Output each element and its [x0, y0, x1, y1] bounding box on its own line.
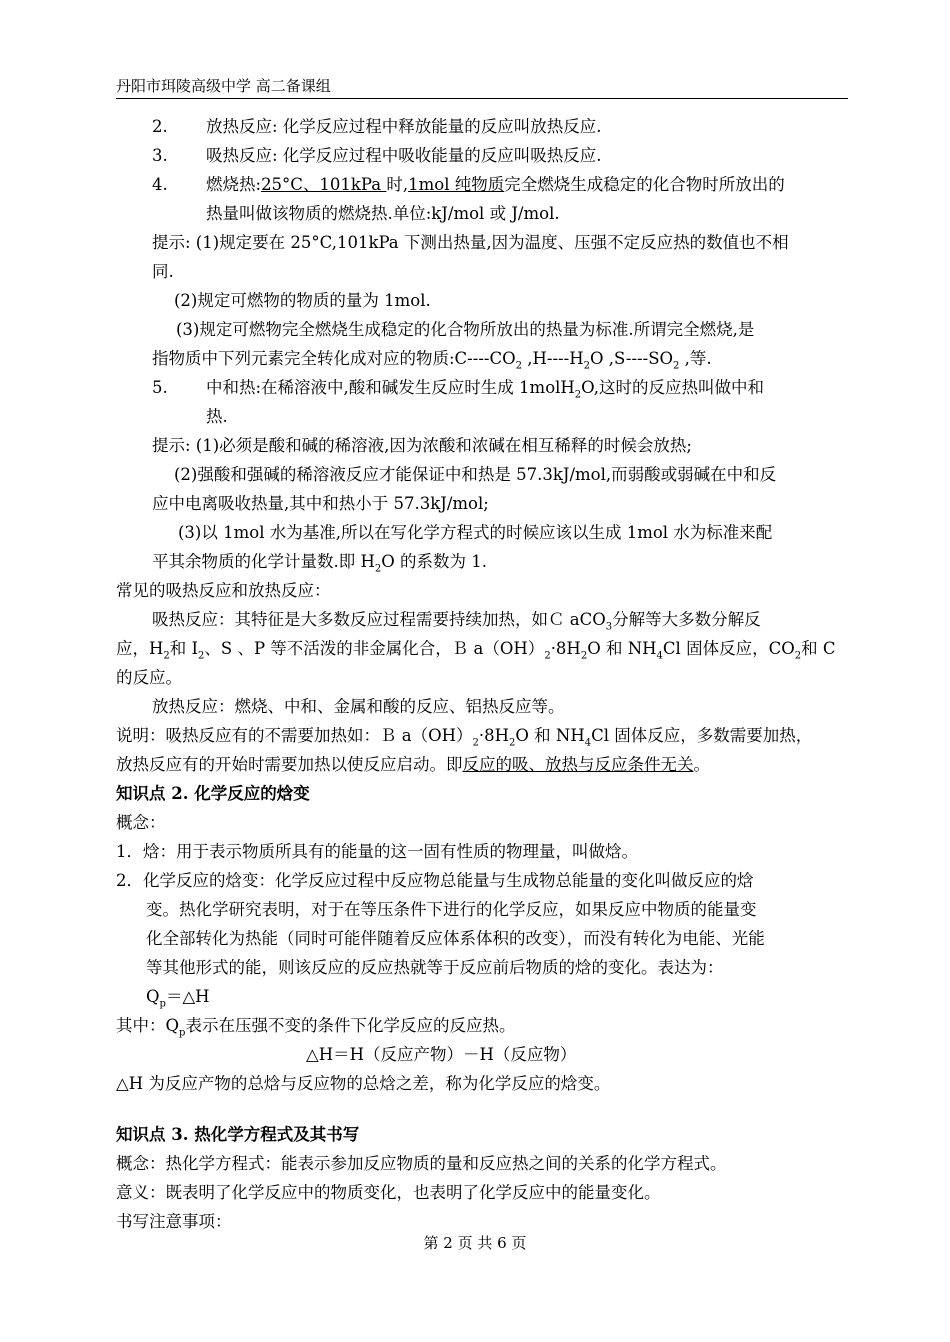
section-title: 常见的吸热反应和放热反应： [116, 581, 331, 600]
kp3-title: 知识点 3. 热化学方程式及其书写 [116, 1125, 360, 1144]
tip-1-line: (3)规定可燃物完全燃烧生成稳定的化合物所放出的热量为标准.所谓完全燃烧,是 [176, 320, 755, 339]
page-header [116, 76, 848, 99]
tip-2-line: 平其余物质的化学计量数.即 $H_2O$ 的系数为 1. [152, 552, 488, 575]
exothermic-line: 放热反应：燃烧、中和、金属和酸的反应、铝热反应等。 [152, 697, 565, 716]
kp2-point-2-cont: 等其他形式的能，则该反应的反应热就等于反应前后物质的焓的变化。表达为： [146, 958, 724, 977]
list-item-4: 4. 燃烧热:25°C、101kPa 时,1mol 纯物质完全燃烧生成稳定的化合物时所放出的 [152, 175, 785, 194]
tip-2-line: (3)以 1mol 水为基准,所以在写化学方程式的时候应该以生成 1mol 水为标准来配 [178, 523, 773, 542]
tip-2-line: 应中电离吸收热量,其中和热小于 57.3kJ/mol; [152, 494, 489, 513]
qp-definition: 其中：$Q_p$表示在压强不变的条件下化学反应的反应热。 [116, 1016, 516, 1039]
enthalpy-formula: △H＝H（反应产物）－H（反应物） [306, 1045, 577, 1064]
tip-1-line: 同. [152, 262, 174, 281]
list-item-5: 5. 中和热:在稀溶液中,酸和碱发生反应时生成 1molH$_2$O,这时的反应热叫做中和 [152, 378, 764, 401]
header-title: 丹阳市珥陵高级中学 高二备课组 [116, 77, 331, 95]
note-line: 说明：吸热反应有的不需要加热如：Ｂ $a(OH)_2\cdot 8H_2O$ 和 $NH_4Cl$ 固体反应，多数需要加热， [116, 726, 813, 749]
list-item-2: 2. 放热反应: 化学反应过程中释放能量的反应叫放热反应. [152, 117, 602, 136]
tip-2-line: (2)强酸和强碱的稀溶液反应才能保证中和热是 57.3kJ/mol,而弱酸或弱碱在中和反 [174, 465, 777, 484]
list-item-3: 3. 吸热反应: 化学反应过程中吸收能量的反应叫吸热反应. [152, 146, 602, 165]
qp-equation: $Q_p=\triangle H$ [146, 987, 210, 1010]
kp2-point-2: 2．化学反应的焓变：化学反应过程中反应物总能量与生成物总能量的变化叫做反应的焓 [116, 871, 754, 890]
page-footer [0, 1232, 950, 1253]
endothermic-line: 的反应。 [116, 668, 182, 687]
tip-1-line: 指物质中下列元素完全转化成对应的物质$:C----CO_2$ $,H----H_2O$ $,S----SO_2$ ,等. [152, 349, 712, 372]
kp2-title: 知识点 2. 化学反应的焓变 [116, 784, 310, 803]
kp2-point-1: 1．焓：用于表示物质所具有的能量的这一固有性质的物理量，叫做焓。 [116, 842, 638, 861]
list-item-5-cont: 热. [206, 407, 228, 426]
note-line: 放热反应有的开始时需要加热以使反应启动。即反应的吸、放热与反应条件无关。 [116, 755, 710, 774]
tip-1-line: (2)规定可燃物的物质的量为 1mol. [174, 291, 431, 310]
kp2-point-2-cont: 化全部转化为热能（同时可能伴随着反应体系体积的改变），而没有转化为电能、光能 [146, 929, 765, 948]
tip-1-line: 提示: (1)规定要在 25°C,101kPa 下测出热量,因为温度、压强不定反应热的数值也不相 [152, 233, 789, 252]
document-body [116, 112, 850, 1236]
endothermic-line: 应，$H_2$和 $I_2$、S 、P 等不活泼的非金属化合，Ｂ $a(OH)_2\cdot 8H_2O$ 和 $NH_4Cl$ 固体反应，$CO_2$和 C [116, 639, 836, 662]
list-item-4-cont: 热量叫做该物质的燃烧热.单位:kJ/mol 或 J/mol. [206, 204, 560, 223]
kp2-concept: 概念： [116, 813, 166, 832]
kp3-meaning: 意义：既表明了化学反应中的物质变化，也表明了化学反应中的能量变化。 [116, 1183, 661, 1202]
kp2-point-2-cont: 变。热化学研究表明，对于在等压条件下进行的化学反应，如果反应中物质的能量变 [146, 900, 757, 919]
enthalpy-definition: △H 为反应产物的总焓与反应物的总焓之差，称为化学反应的焓变。 [116, 1074, 611, 1093]
tip-2-line: 提示: (1)必须是酸和碱的稀溶液,因为浓酸和浓碱在相互稀释的时候会放热; [152, 436, 692, 455]
page-number: 第 2 页 共 6 页 [423, 1234, 527, 1252]
kp3-notes: 书写注意事项： [116, 1212, 232, 1231]
kp3-concept: 概念：热化学方程式：能表示参加反应物质的量和反应热之间的关系的化学方程式。 [116, 1154, 727, 1173]
endothermic-line: 吸热反应：其特征是大多数反应过程需要持续加热，如Ｃ aCO$_3$分解等大多数分解反 [152, 610, 761, 633]
